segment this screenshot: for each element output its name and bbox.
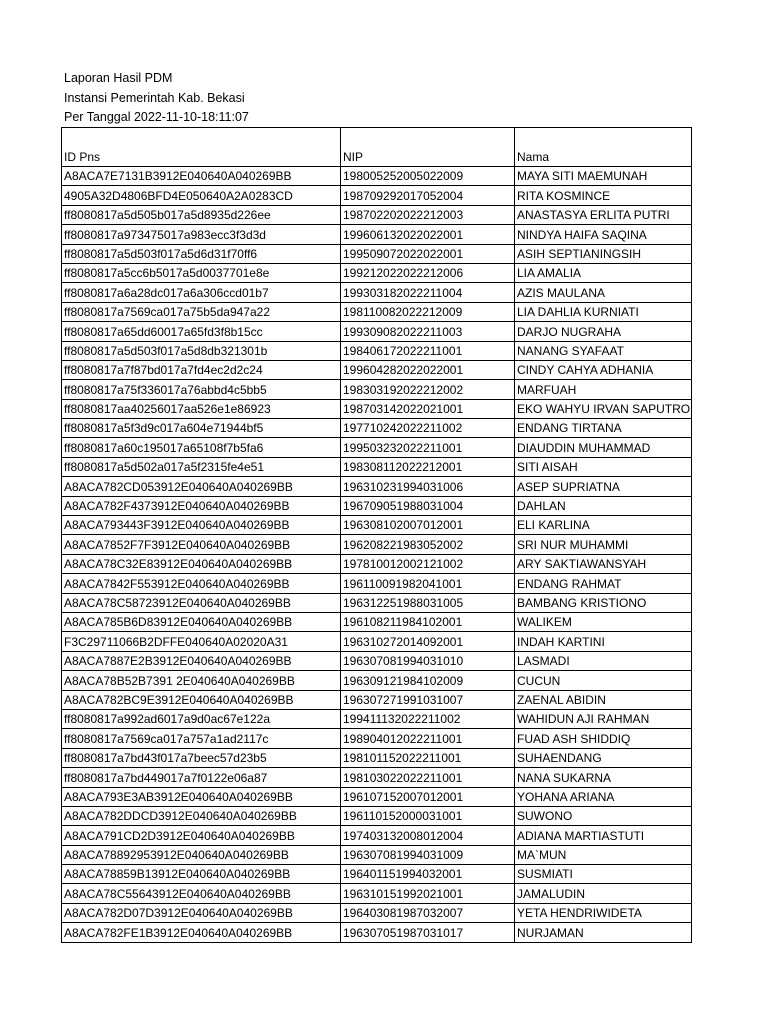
cell-id-pns: 4905A32D4806BFD4E050640A2A0283CD <box>62 186 341 205</box>
cell-nama: JAMALUDIN <box>515 884 692 903</box>
cell-nama: LIA AMALIA <box>515 263 692 282</box>
cell-nip: 196107152007012001 <box>341 787 515 806</box>
cell-id-pns: ff8080817a65dd60017a65fd3f8b15cc <box>62 322 341 341</box>
cell-nama: SUWONO <box>515 806 692 825</box>
cell-nama: YETA HENDRIWIDETA <box>515 903 692 922</box>
cell-id-pns: ff8080817a6a28dc017a6a306ccd01b7 <box>62 283 341 302</box>
cell-id-pns: A8ACA78C32E83912E040640A040269BB <box>62 554 341 573</box>
table-row <box>62 903 692 922</box>
cell-nama: CUCUN <box>515 671 692 690</box>
cell-nip: 196709051988031004 <box>341 496 515 515</box>
cell-id-pns: A8ACA782F4373912E040640A040269BB <box>62 496 341 515</box>
column-header-id-pns: ID Pns <box>62 128 341 167</box>
cell-id-pns: A8ACA782CD053912E040640A040269BB <box>62 477 341 496</box>
cell-nama: BAMBANG KRISTIONO <box>515 593 692 612</box>
table-row <box>62 341 692 360</box>
table-row <box>62 709 692 728</box>
cell-nip: 196307271991031007 <box>341 690 515 709</box>
cell-id-pns: ff8080817a5f3d9c017a604e71944bf5 <box>62 419 341 438</box>
cell-nama: ARY SAKTIAWANSYAH <box>515 554 692 573</box>
cell-nip: 198103022022211001 <box>341 768 515 787</box>
cell-id-pns: A8ACA791CD2D3912E040640A040269BB <box>62 826 341 845</box>
table-row <box>62 806 692 825</box>
cell-id-pns: ff8080817a5d503f017a5d8db321301b <box>62 341 341 360</box>
cell-nama: CINDY CAHYA ADHANIA <box>515 360 692 379</box>
cell-nama: YOHANA ARIANA <box>515 787 692 806</box>
cell-id-pns: A8ACA782D07D3912E040640A040269BB <box>62 903 341 922</box>
table-row <box>62 244 692 263</box>
cell-nama: ASIH SEPTIANINGSIH <box>515 244 692 263</box>
cell-id-pns: ff8080817a5cc6b5017a5d0037701e8e <box>62 263 341 282</box>
cell-nama: DARJO NUGRAHA <box>515 322 692 341</box>
cell-nip: 199606132022022001 <box>341 225 515 244</box>
cell-nama: ZAENAL ABIDIN <box>515 690 692 709</box>
cell-id-pns: A8ACA7887E2B3912E040640A040269BB <box>62 651 341 670</box>
column-header-nama: Nama <box>515 128 692 167</box>
cell-nip: 198709292017052004 <box>341 186 515 205</box>
table-row <box>62 865 692 884</box>
cell-nama: INDAH KARTINI <box>515 632 692 651</box>
cell-nip: 196401151994032001 <box>341 865 515 884</box>
cell-nama: ENDANG TIRTANA <box>515 419 692 438</box>
table-row <box>62 205 692 224</box>
cell-nip: 199509072022022001 <box>341 244 515 263</box>
cell-id-pns: A8ACA7E7131B3912E040640A040269BB <box>62 167 341 186</box>
employee-table <box>61 127 692 943</box>
cell-nip: 196307081994031010 <box>341 651 515 670</box>
cell-nip: 197403132008012004 <box>341 826 515 845</box>
cell-nip: 198110082022212009 <box>341 302 515 321</box>
cell-nip: 196403081987032007 <box>341 903 515 922</box>
cell-id-pns: ff8080817a5d502a017a5f2315fe4e51 <box>62 457 341 476</box>
cell-id-pns: ff8080817a5d503f017a5d6d31f70ff6 <box>62 244 341 263</box>
cell-nip: 196110091982041001 <box>341 574 515 593</box>
cell-nama: SITI AISAH <box>515 457 692 476</box>
cell-nip: 199303182022211004 <box>341 283 515 302</box>
cell-nama: MA`MUN <box>515 845 692 864</box>
cell-nama: AZIS MAULANA <box>515 283 692 302</box>
table-row <box>62 302 692 321</box>
table-row <box>62 438 692 457</box>
cell-nip: 199604282022022001 <box>341 360 515 379</box>
cell-id-pns: A8ACA78859B13912E040640A040269BB <box>62 865 341 884</box>
report-date: Per Tanggal 2022-11-10-18:11:07 <box>64 110 249 124</box>
table-row <box>62 884 692 903</box>
cell-id-pns: F3C29711066B2DFFE040640A02020A31 <box>62 632 341 651</box>
table-row <box>62 845 692 864</box>
cell-id-pns: A8ACA793443F3912E040640A040269BB <box>62 516 341 535</box>
cell-id-pns: ff8080817a973475017a983ecc3f3d3d <box>62 225 341 244</box>
cell-id-pns: ff8080817a992ad6017a9d0ac67e122a <box>62 709 341 728</box>
cell-nip: 196110152000031001 <box>341 806 515 825</box>
table-row <box>62 380 692 399</box>
column-header-nip: NIP <box>341 128 515 167</box>
cell-id-pns: ff8080817a7569ca017a757a1ad2117c <box>62 729 341 748</box>
report-header <box>64 69 249 128</box>
cell-nama: MAYA SITI MAEMUNAH <box>515 167 692 186</box>
table-row <box>62 593 692 612</box>
table-row <box>62 612 692 631</box>
cell-id-pns: A8ACA78C55643912E040640A040269BB <box>62 884 341 903</box>
report-title: Laporan Hasil PDM <box>64 71 173 85</box>
cell-nama: WALIKEM <box>515 612 692 631</box>
table-row <box>62 419 692 438</box>
cell-nama: ENDANG RAHMAT <box>515 574 692 593</box>
cell-id-pns: A8ACA782FE1B3912E040640A040269BB <box>62 923 341 942</box>
table-row <box>62 225 692 244</box>
cell-id-pns: A8ACA782BC9E3912E040640A040269BB <box>62 690 341 709</box>
table-row <box>62 167 692 186</box>
cell-id-pns: A8ACA7842F553912E040640A040269BB <box>62 574 341 593</box>
table-row <box>62 360 692 379</box>
cell-nip: 198406172022211001 <box>341 341 515 360</box>
cell-id-pns: A8ACA7852F7F3912E040640A040269BB <box>62 535 341 554</box>
cell-nip: 198904012022211001 <box>341 729 515 748</box>
cell-nip: 197710242022211002 <box>341 419 515 438</box>
cell-id-pns: ff8080817aa40256017aa526e1e86923 <box>62 399 341 418</box>
cell-id-pns: A8ACA793E3AB3912E040640A040269BB <box>62 787 341 806</box>
cell-nama: ANASTASYA ERLITA PUTRI <box>515 205 692 224</box>
table-row <box>62 535 692 554</box>
cell-nama: ADIANA MARTIASTUTI <box>515 826 692 845</box>
table-body <box>62 167 692 943</box>
table-row <box>62 690 692 709</box>
cell-id-pns: A8ACA785B6D83912E040640A040269BB <box>62 612 341 631</box>
cell-nama: MARFUAH <box>515 380 692 399</box>
cell-nama: SRI NUR MUHAMMI <box>515 535 692 554</box>
cell-nama: EKO WAHYU IRVAN SAPUTRO <box>515 399 692 418</box>
table-row <box>62 283 692 302</box>
cell-id-pns: ff8080817a7bd43f017a7beec57d23b5 <box>62 748 341 767</box>
table-row <box>62 748 692 767</box>
cell-nip: 196310231994031006 <box>341 477 515 496</box>
cell-nip: 199309082022211003 <box>341 322 515 341</box>
table-row <box>62 399 692 418</box>
cell-id-pns: ff8080817a5d505b017a5d8935d226ee <box>62 205 341 224</box>
cell-nip: 196312251988031005 <box>341 593 515 612</box>
table-row <box>62 457 692 476</box>
cell-nip: 196308102007012001 <box>341 516 515 535</box>
cell-nip: 199503232022211001 <box>341 438 515 457</box>
cell-id-pns: A8ACA782DDCD3912E040640A040269BB <box>62 806 341 825</box>
cell-nip: 198703142022021001 <box>341 399 515 418</box>
table-row <box>62 496 692 515</box>
table-row <box>62 787 692 806</box>
table-row <box>62 322 692 341</box>
cell-nip: 196307081994031009 <box>341 845 515 864</box>
table-row <box>62 671 692 690</box>
cell-nama: DIAUDDIN MUHAMMAD <box>515 438 692 457</box>
cell-nip: 196309121984102009 <box>341 671 515 690</box>
cell-nama: NINDYA HAIFA SAQINA <box>515 225 692 244</box>
cell-id-pns: ff8080817a60c195017a65108f7b5fa6 <box>62 438 341 457</box>
table-row <box>62 651 692 670</box>
table-row <box>62 768 692 787</box>
cell-nama: RITA KOSMINCE <box>515 186 692 205</box>
table-row <box>62 923 692 942</box>
cell-nip: 198308112022212001 <box>341 457 515 476</box>
cell-id-pns: A8ACA78C58723912E040640A040269BB <box>62 593 341 612</box>
cell-nama: FUAD ASH SHIDDIQ <box>515 729 692 748</box>
cell-nama: SUSMIATI <box>515 865 692 884</box>
table-row <box>62 729 692 748</box>
cell-nama: LIA DAHLIA KURNIATI <box>515 302 692 321</box>
cell-id-pns: ff8080817a75f336017a76abbd4c5bb5 <box>62 380 341 399</box>
cell-nip: 199212022022212006 <box>341 263 515 282</box>
cell-nama: DAHLAN <box>515 496 692 515</box>
cell-nama: SUHAENDANG <box>515 748 692 767</box>
cell-nama: LASMADI <box>515 651 692 670</box>
cell-id-pns: ff8080817a7bd449017a7f0122e06a87 <box>62 768 341 787</box>
cell-nama: NANANG SYAFAAT <box>515 341 692 360</box>
table-row <box>62 554 692 573</box>
cell-nip: 196108211984102001 <box>341 612 515 631</box>
cell-nip: 198303192022212002 <box>341 380 515 399</box>
cell-id-pns: ff8080817a7569ca017a75b5da947a22 <box>62 302 341 321</box>
cell-nip: 197810012002121002 <box>341 554 515 573</box>
cell-nip: 196310272014092001 <box>341 632 515 651</box>
cell-id-pns: A8ACA78892953912E040640A040269BB <box>62 845 341 864</box>
cell-nama: WAHIDUN AJI RAHMAN <box>515 709 692 728</box>
cell-nip: 198101152022211001 <box>341 748 515 767</box>
cell-id-pns: ff8080817a7f87bd017a7fd4ec2d2c24 <box>62 360 341 379</box>
table-row <box>62 516 692 535</box>
cell-nip: 198005252005022009 <box>341 167 515 186</box>
cell-nip: 198702202022212003 <box>341 205 515 224</box>
cell-nama: NANA SUKARNA <box>515 768 692 787</box>
cell-nama: ELI KARLINA <box>515 516 692 535</box>
cell-nip: 196310151992021001 <box>341 884 515 903</box>
cell-nip: 196307051987031017 <box>341 923 515 942</box>
agency-name: Instansi Pemerintah Kab. Bekasi <box>64 90 245 105</box>
table-row <box>62 477 692 496</box>
table-header-row <box>62 128 692 167</box>
cell-nip: 196208221983052002 <box>341 535 515 554</box>
cell-nama: ASEP SUPRIATNA <box>515 477 692 496</box>
cell-id-pns: A8ACA78B52B7391 2E040640A040269BB <box>62 671 341 690</box>
cell-nama: NURJAMAN <box>515 923 692 942</box>
table-row <box>62 186 692 205</box>
table-row <box>62 574 692 593</box>
table-row <box>62 826 692 845</box>
cell-nip: 199411132022211002 <box>341 709 515 728</box>
table-row <box>62 632 692 651</box>
table-row <box>62 263 692 282</box>
